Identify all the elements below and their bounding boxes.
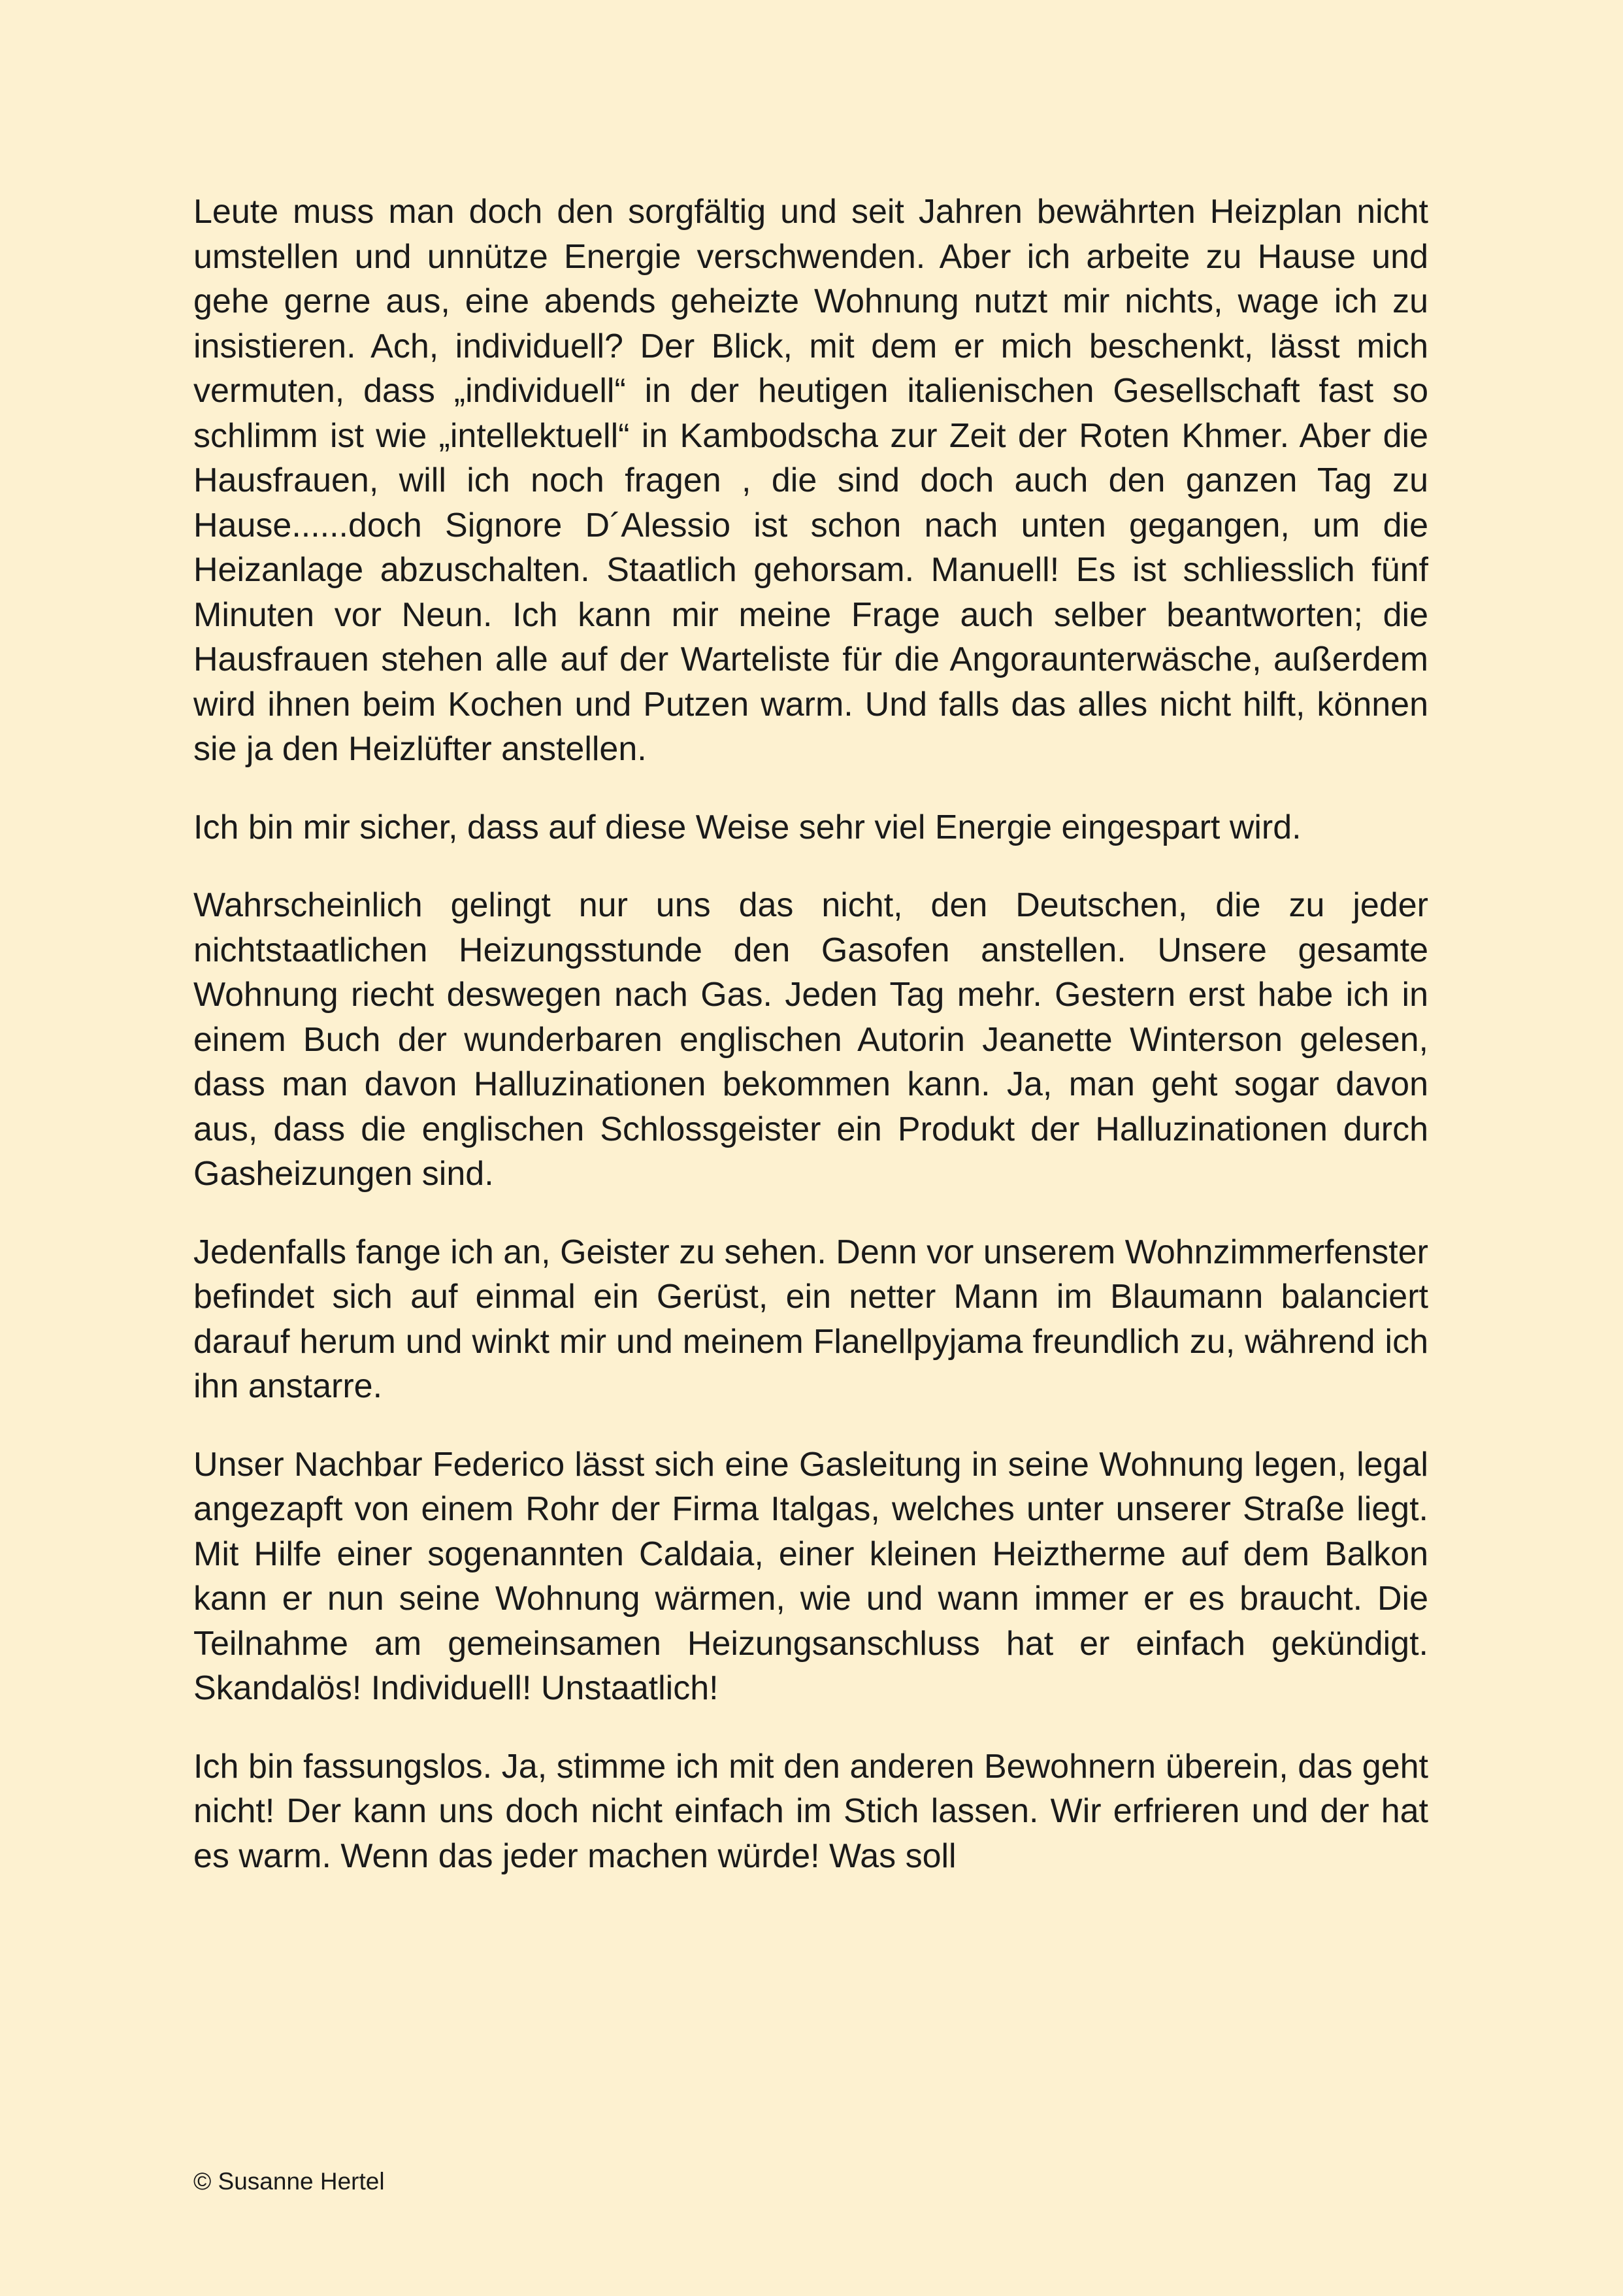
paragraph: Leute muss man doch den sorgfältig und seit Jahren bewährten Heizplan nicht umstellen und unnütze Energie verschwenden. Aber ich arbeite zu Hause und gehe gerne aus, eine abends geheizte Wohnung nutzt mir nichts, wage ich zu insistieren. Ach, individuell? Der Blick, mit dem er mich beschenkt, lässt mich vermuten, dass „individuell“ in der heutigen italienischen Gesellschaft fast so schlimm ist wie „intellektuell“ in Kambodscha zur Zeit der Roten Khmer. Aber die Hausfrauen, will ich noch fragen , die sind doch auch den ganzen Tag zu Hause......doch Signore D´Alessio ist schon nach unten gegangen, um die Heizanlage abzuschalten. Staatlich gehorsam. Manuell! Es ist schliesslich fünf Minuten vor Neun. Ich kann mir meine Frage auch selber beantworten; die Hausfrauen stehen alle auf der Warteliste für die Angoraunterwäsche, außerdem wird ihnen beim Kochen und Putzen warm. Und falls das alles nicht hilft, können sie ja den Heizlüfter anstellen. [193, 193, 1428, 768]
document-body [193, 190, 1428, 1878]
paragraph: Ich bin mir sicher, dass auf diese Weise sehr viel Energie eingespart wird. [193, 808, 1302, 846]
paragraph: Ich bin fassungslos. Ja, stimme ich mit den anderen Bewohnern überein, das geht nicht! Der kann uns doch nicht einfach im Stich lassen. Wir erfrieren und der hat es warm. Wenn das jeder machen würde! Was soll [193, 1747, 1428, 1875]
paragraph: Wahrscheinlich gelingt nur uns das nicht, den Deutschen, die zu jeder nichtstaatlichen Heizungsstunde den Gasofen anstellen. Unsere gesamte Wohnung riecht deswegen nach Gas. Jeden Tag mehr. Gestern erst habe ich in einem Buch der wunderbaren englischen Autorin Jeanette Winterson gelesen, dass man davon Halluzinationen bekommen kann. Ja, man geht sogar davon aus, dass die englischen Schlossgeister ein Produkt der Halluzinationen durch Gasheizungen sind. [193, 886, 1428, 1193]
copyright-footer: © Susanne Hertel [193, 2168, 385, 2195]
paragraph: Jedenfalls fange ich an, Geister zu sehen. Denn vor unserem Wohnzimmerfenster befindet sich auf einmal ein Gerüst, ein netter Mann im Blaumann balanciert darauf herum und winkt mir und meinem Flanellpyjama freundlich zu, während ich ihn anstarre. [193, 1233, 1428, 1405]
paragraph: Unser Nachbar Federico lässt sich eine Gasleitung in seine Wohnung legen, legal angezapft von einem Rohr der Firma Italgas, welches unter unserer Straße liegt. Mit Hilfe einer sogenannten Caldaia, einer kleinen Heiztherme auf dem Balkon kann er nun seine Wohnung wärmen, wie und wann immer er es braucht. Die Teilnahme am gemeinsamen Heizungsanschluss hat er einfach gekündigt. Skandalös! Individuell! Unstaatlich! [193, 1445, 1428, 1707]
